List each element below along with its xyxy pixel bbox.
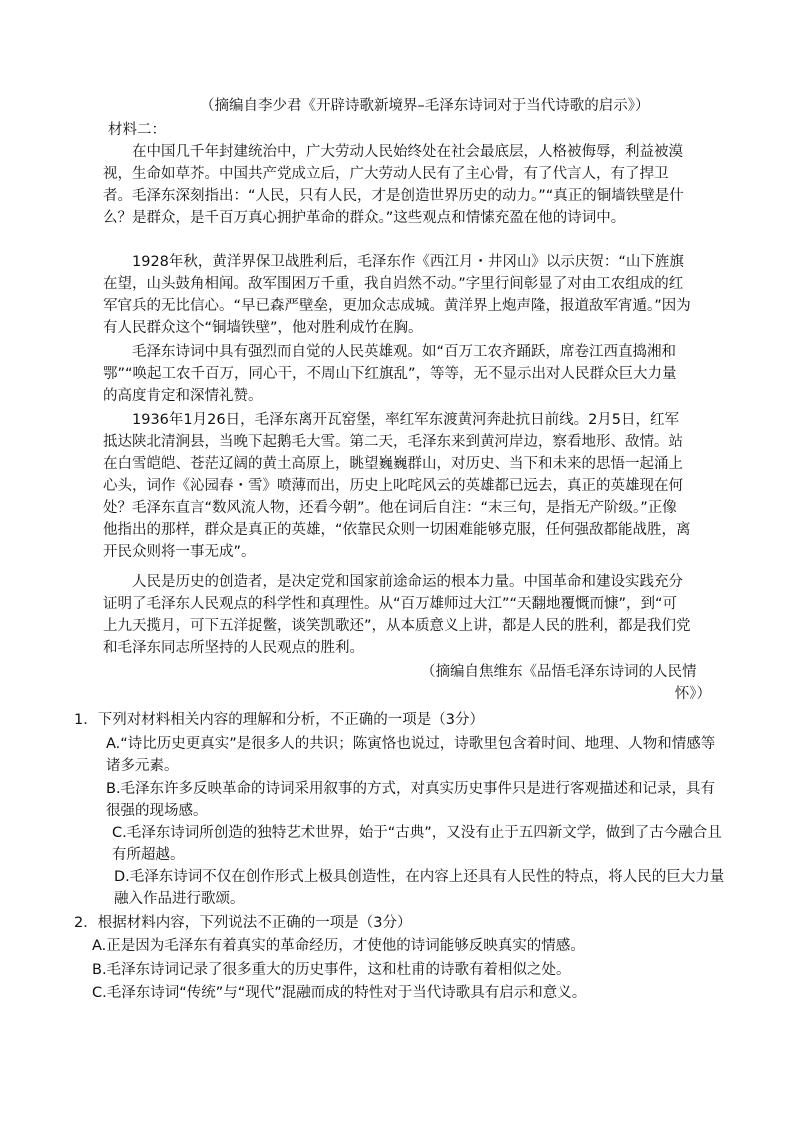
question-1-option-a: A.“诗比历史更真实”是很多人的共识；陈寅恪也说过，诗歌里包含着时间、地理、人物和情感等诸多元素。 bbox=[106, 736, 716, 774]
source-citation-1: （摘编自李少君《开辟诗歌新境界–毛泽东诗词对于当代诗歌的启示》） bbox=[200, 98, 650, 114]
source-citation-2-line-1: （摘编自焦维东《品悟毛泽东诗词的人民情 bbox=[421, 664, 697, 680]
question-1-option-c: C.毛泽东诗词所创造的独特艺术世界，始于“古典”，又没有止于五四新文学，做到了古今融合且有所超越。 bbox=[112, 825, 722, 863]
source-citation-2 bbox=[421, 661, 721, 705]
material-2-label: 材料二： bbox=[108, 122, 166, 138]
paragraph-5: 人民是历史的创造者，是决定党和国家前途命运的根本力量。中国革命和建设实践充分证明了毛泽东人民观点的科学性和真理性。从“百万雄师过大江”“天翻地覆慨而慷”，到“可上九天揽月，可下五洋捉鳖，谈笑凯歌还”，从本质意义上讲，都是人民的胜利，都是我们党和毛泽东同志所坚持的人民观点的胜利。 bbox=[103, 574, 691, 656]
question-2-option-b: B.毛泽东诗词记录了很多重大的历史事件，这和杜甫的诗歌有着相似之处。 bbox=[92, 962, 571, 978]
source-citation-2-line-2: 怀》） bbox=[674, 686, 711, 702]
paragraph-4: 1936年1月26日，毛泽东离开瓦窑堡，率红军东渡黄河奔赴抗日前线。2月5日，红军抵达陕北清涧县，当晚下起鹅毛大雪。第二天，毛泽东来到黄河岸边，察看地形、敌情。站在白雪皑皑、苍茫辽阔的黄土高原上，眺望巍巍群山，对历史、当下和未来的思悟一起涌上心头，词作《沁园春・雪》喷薄而出，历史上叱咤风云的英雄都已远去，真正的英雄现在何处？毛泽东直言“数风流人物，还看今朝”。他在词后自注：“末三句，是指无产阶级。”正像他指出的那样，群众是真正的英雄，“依靠民众则一切困难能够克服，任何强敌都能战胜，离开民众则将一事无成”。 bbox=[103, 412, 691, 560]
paragraph-1: 在中国几千年封建统治中，广大劳动人民始终处在社会最底层，人格被侮辱，利益被漠视，生命如草芥。中国共产党成立后，广大劳动人民有了主心骨，有了代言人，有了捍卫者。毛泽东深刻指出：“人民，只有人民，才是创造世界历史的动力。”“真正的铜墙铁壁是什么？是群众，是千百万真心拥护革命的群众。”这些观点和情愫充盈在他的诗词中。 bbox=[103, 144, 684, 226]
question-2-stem: 2．根据材料内容，下列说法不正确的一项是（3分） bbox=[74, 915, 412, 931]
paragraph-2: 1928年秋，黄洋界保卫战胜利后，毛泽东作《西江月・井冈山》以示庆贺：“山下旌旗在望，山头鼓角相闻。敌军围困万千重，我自岿然不动。”字里行间彰显了对由工农组成的红军官兵的无比信心。“早已森严壁垒，更加众志成城。黄洋界上炮声隆，报道敌军宵遁。”因为有人民群众这个“铜墙铁壁”，他对胜利成竹在胸。 bbox=[103, 254, 691, 336]
question-2-option-a: A.正是因为毛泽东有着真实的革命经历，才使他的诗词能够反映真实的情感。 bbox=[92, 938, 585, 954]
question-1-option-b: B.毛泽东许多反映革命的诗词采用叙事的方式，对真实历史事件只是进行客观描述和记录，具有很强的现场感。 bbox=[106, 781, 716, 819]
question-1-option-d: D.毛泽东诗词不仅在创作形式上极具创造性，在内容上还具有人民性的特点，将人民的巨大力量融入作品进行歌颂。 bbox=[114, 869, 725, 907]
question-1-stem: 1．下列对材料相关内容的理解和分析，不正确的一项是（3分） bbox=[74, 712, 484, 728]
paragraph-3: 毛泽东诗词中具有强烈而自觉的人民英雄观。如“百万工农齐踊跃，席卷江西直捣湘和鄂”“唤起工农千百万，同心干，不周山下红旗乱”，等等，无不显示出对人民群众巨大力量的高度肯定和深情礼赞。 bbox=[103, 344, 677, 404]
question-2-option-c: C.毛泽东诗词“传统”与“现代”混融而成的特性对于当代诗歌具有启示和意义。 bbox=[92, 985, 587, 1001]
